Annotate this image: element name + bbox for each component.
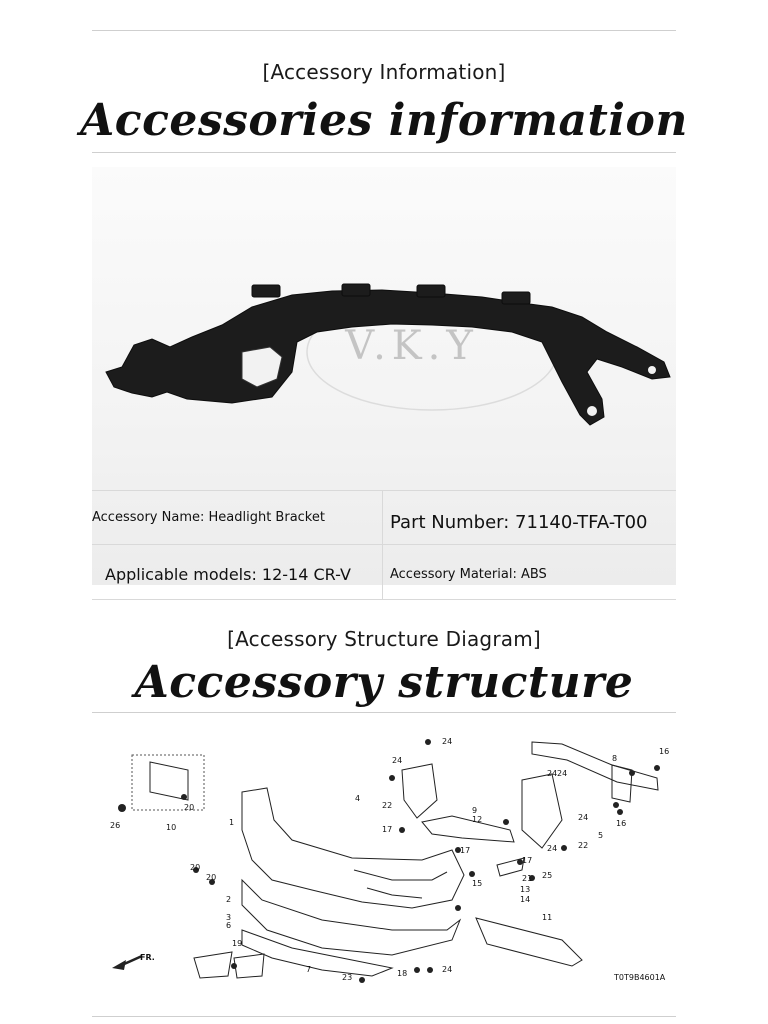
structure-diagram xyxy=(92,730,676,992)
spec-divider xyxy=(92,599,676,600)
part-callout: 24 xyxy=(442,737,453,746)
diagram-code: T0T9B4601A xyxy=(614,973,666,982)
spec-divider xyxy=(92,544,676,545)
part-callout: 11 xyxy=(542,913,553,922)
part-callout: 9 xyxy=(472,806,478,815)
spec-divider-vertical xyxy=(382,490,383,600)
part-callout: 23 xyxy=(342,973,353,982)
part-callout: 4 xyxy=(355,794,361,803)
part-callout: 17 xyxy=(382,825,393,834)
part-callout: 24 xyxy=(578,813,589,822)
section-title-info: Accessories information xyxy=(80,95,688,146)
section-subtitle-info: [Accessory Information] xyxy=(262,60,506,84)
part-callout: 16 xyxy=(659,747,670,756)
part-callout: 12 xyxy=(472,815,483,824)
part-callout: 24 xyxy=(442,965,453,974)
applicable-models: Applicable models: 12-14 CR-V xyxy=(105,565,351,584)
part-callout: 20 xyxy=(206,873,217,882)
structure-divider xyxy=(92,712,676,713)
part-callout: 24 xyxy=(547,844,558,853)
part-callout: 1 xyxy=(229,818,235,827)
part-callout: 18 xyxy=(397,969,408,978)
part-callout: 16 xyxy=(616,819,627,828)
header-divider xyxy=(92,152,676,153)
bottom-divider xyxy=(92,1016,676,1017)
part-callout: 26 xyxy=(110,821,121,830)
mount-hole xyxy=(587,406,597,416)
part-callout: 21 xyxy=(522,874,533,883)
part-callout: 14 xyxy=(520,895,531,904)
part-callout: 19 xyxy=(232,939,243,948)
part-callout: 24 xyxy=(557,769,568,778)
part-callout: 20 xyxy=(190,863,201,872)
part-callout: 25 xyxy=(542,871,553,880)
part-callout: 13 xyxy=(520,885,531,894)
part-callout: 15 xyxy=(472,879,483,888)
part-callout: 17 xyxy=(460,846,471,855)
part-callout: 5 xyxy=(598,831,604,840)
spec-divider xyxy=(92,490,676,491)
front-direction-label: FR. xyxy=(140,953,155,962)
part-callout: 17 xyxy=(522,856,533,865)
spec-table xyxy=(92,490,676,600)
part-callout: 24 xyxy=(392,756,403,765)
section-title-structure: Accessory structure xyxy=(134,657,634,708)
accessory-material: Accessory Material: ABS xyxy=(390,567,547,582)
section-subtitle-structure: [Accessory Structure Diagram] xyxy=(227,627,541,651)
part-callout: 8 xyxy=(612,754,618,763)
accessory-name: Accessory Name: Headlight Bracket xyxy=(92,510,325,525)
part-number: Part Number: 71140-TFA-T00 xyxy=(390,512,648,533)
mount-hole xyxy=(648,366,656,374)
part-callout: 2 xyxy=(226,895,232,904)
part-callout: 20 xyxy=(184,803,195,812)
part-callout: 22 xyxy=(578,841,589,850)
part-callout: 6 xyxy=(226,921,232,930)
top-divider xyxy=(92,30,676,31)
photo-watermark: V.K.Y xyxy=(345,323,479,369)
part-callout: 10 xyxy=(166,823,177,832)
part-callout: 7 xyxy=(306,965,312,974)
part-callout: 3 xyxy=(226,913,232,922)
part-callout: 24 xyxy=(547,769,558,778)
part-callout: 22 xyxy=(382,801,393,810)
